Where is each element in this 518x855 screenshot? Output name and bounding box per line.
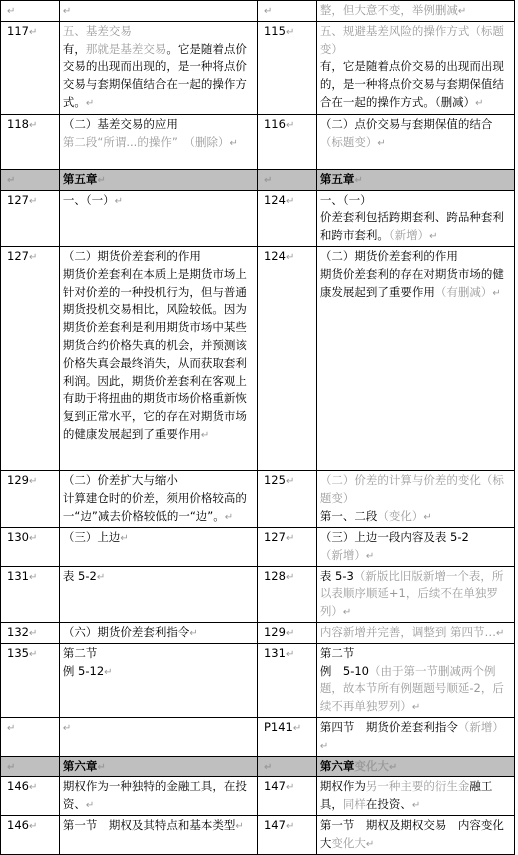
left-content-text: 有， [62,41,86,56]
left-page-number-text: 118 [7,116,29,131]
left-content-cell [59,717,257,756]
right-content-cell [316,717,514,756]
right-page-number-text: 125 [263,472,286,487]
right-page-number [257,470,316,527]
paragraph-mark-icon: ↵ [28,820,38,832]
right-content-text: 价差套利包括跨期套利、跨品种套利和跨市套利。 [319,210,504,243]
right-content-text: 第四节 期货价差套利指令 [319,719,458,734]
right-page-number [257,717,316,756]
right-page-number-text: 147 [263,817,286,832]
paragraph-mark-icon: ↵ [114,195,124,207]
right-content-text: 例 5-10 [319,663,369,678]
left-page-number [1,643,60,717]
paragraph-mark-icon: ↵ [342,607,352,619]
table-row [1,643,515,717]
left-content-cell [59,470,257,527]
left-page-number [1,717,60,756]
right-content-cell [316,169,514,190]
right-page-number [257,815,316,854]
right-content-text: 期货价差套利的存在对期货市场的健康发展起到了重要作用 [319,266,504,299]
left-content-cell [59,643,257,717]
paragraph-mark-icon: ↵ [28,475,38,487]
chapter-header-row [1,169,515,190]
paragraph-mark-icon: ↵ [96,571,106,583]
left-page-number-text: 127 [7,192,29,207]
paragraph-mark-icon: ↵ [292,722,302,734]
right-page-number [257,169,316,190]
left-page-number [1,169,60,190]
left-content-text: 例 5-12 [62,663,105,678]
right-page-number-text: 115 [263,23,286,38]
comparison-table-body [1,1,515,855]
left-page-number [1,622,60,643]
left-content-text: 期权作为一种独特的金融工具，在投资、 [62,779,247,812]
right-content-cell [316,527,514,566]
right-content-text: （二）价差的计算与价差的变化（标题变） [319,472,504,505]
paragraph-mark-icon: ↵ [285,119,295,131]
paragraph-mark-icon: ↵ [28,648,38,660]
paragraph-mark-icon: ↵ [411,800,421,812]
left-content-text: 第五章 [62,171,98,186]
left-content-cell [59,777,257,816]
left-content-text: 五、基差交易 [62,23,132,38]
left-page-number-text: 146 [7,817,29,832]
right-page-number [257,1,316,22]
left-page-number [1,527,60,566]
paragraph-mark-icon: ↵ [285,532,295,544]
paragraph-mark-icon: ↵ [28,119,38,131]
right-content-text: （变化） [377,508,424,523]
right-content-cell [316,756,514,777]
right-page-number-text: 124 [263,192,286,207]
paragraph-mark-icon: ↵ [263,6,273,17]
paragraph-mark-icon: ↵ [120,532,129,544]
left-page-number [1,114,60,169]
left-page-number [1,1,60,22]
right-content-text: 第五章 [319,171,355,186]
right-page-number [257,756,316,777]
right-page-number [257,190,316,246]
left-content-text: 。它是随着点价交易的出现而出现的，是一种将点价交易与套期保值结合在一起的操作方式。 [62,41,247,109]
right-content-text: 一、（一） [319,192,372,207]
right-page-number-text: 131 [263,645,286,660]
right-content-text: 第一、二段 [319,508,378,523]
left-content-text: 第六章 [62,758,98,773]
right-content-text: 有，它是随着点价交易的出现而出现的，是一种将点价交易与套期保值结合在一起的操作方式。（删减） [319,59,504,109]
left-page-number-text: 146 [7,779,29,794]
table-row [1,777,515,816]
paragraph-mark-icon: ↵ [475,97,484,109]
paragraph-mark-icon: ↵ [189,627,198,639]
paragraph-mark-icon: ↵ [28,195,38,207]
right-content-text: （二）点价交易与套期保值的结合 [319,116,493,131]
right-content-text: 第六章 [319,758,355,773]
left-content-text: （三）上边 [62,529,121,544]
paragraph-mark-icon: ↵ [97,761,106,773]
left-content-cell [59,815,257,854]
left-page-number [1,470,60,527]
paragraph-mark-icon: ↵ [388,761,398,773]
left-content-cell [59,21,257,114]
left-content-cell [59,169,257,190]
paragraph-mark-icon: ↵ [28,627,38,639]
table-row [1,190,515,246]
right-content-text: 融工具， [319,779,493,812]
paragraph-mark-icon: ↵ [285,648,295,660]
right-content-cell [316,815,514,854]
left-page-number-text: 135 [7,645,29,660]
right-content-cell [316,470,514,527]
left-content-cell [59,190,257,246]
right-content-text: 表 5-3 [319,568,354,583]
right-page-number-text: 129 [263,624,286,639]
paragraph-mark-icon: ↵ [423,511,432,523]
left-page-number-text: 130 [7,529,29,544]
right-content-text: （新增） [388,228,430,243]
paragraph-mark-icon: ↵ [285,627,295,639]
right-page-number [257,21,316,114]
paragraph-mark-icon: ↵ [7,174,16,186]
right-page-number [257,246,316,470]
right-content-text: 第二节 [319,645,355,660]
right-content-text: （新版比旧版新增一个表，所以表顺序顺延+1，后续不在单独罗列） [319,568,504,619]
left-page-number [1,815,60,854]
right-page-number-text: P141 [263,719,293,734]
right-content-cell [316,21,514,114]
paragraph-mark-icon: ↵ [411,702,421,714]
paragraph-mark-icon: ↵ [285,820,295,832]
right-page-number [257,566,316,622]
right-page-number [257,527,316,566]
right-content-text: （有删减） [434,284,493,299]
right-page-number-text: 128 [263,568,286,583]
paragraph-mark-icon: ↵ [28,26,38,38]
table-row [1,527,515,566]
left-page-number [1,246,60,470]
paragraph-mark-icon: ↵ [7,6,16,17]
paragraph-mark-icon: ↵ [28,782,38,794]
right-content-text: （标题变） [319,134,378,149]
right-page-number-text: 116 [263,116,286,131]
left-content-cell [59,114,257,169]
left-content-text: 第二段“所谓...的操作” （删除） [62,134,230,149]
right-content-text: 在投资、 [365,797,412,812]
right-content-cell [316,622,514,643]
paragraph-mark-icon: ↵ [235,820,244,832]
paragraph-mark-icon: ↵ [28,532,38,544]
right-content-cell [316,1,514,22]
left-page-number-text: 131 [7,568,29,583]
table-row [1,815,515,854]
left-content-text: （六）期货价差套利指令 [62,624,190,639]
right-page-number [257,777,316,816]
left-content-text: 表 5-2 [62,568,97,583]
right-page-number [257,622,316,643]
right-page-number-text: 124 [263,248,286,263]
left-content-text: （二）价差扩大与缩小 [62,472,178,487]
right-page-number-text: 147 [263,779,286,794]
paragraph-mark-icon: ↵ [224,511,234,523]
paragraph-mark-icon: ↵ [229,137,238,149]
left-page-number [1,756,60,777]
right-content-text: （三）上边一段内容及表 5-2 [319,529,469,544]
right-content-text: 第一节 期权及期权交易 内容变化大 [319,817,504,850]
left-content-text: 第二节 [62,645,98,660]
left-content-text: （二）期货价差套利的作用 [62,248,201,263]
paragraph-mark-icon: ↵ [62,722,72,734]
table-row [1,114,515,169]
left-content-cell [59,566,257,622]
paragraph-mark-icon: ↵ [263,761,273,773]
paragraph-mark-icon: ↵ [377,137,386,149]
right-content-text: 变化大 [331,835,366,850]
paragraph-mark-icon: ↵ [62,6,72,17]
paragraph-mark-icon: ↵ [200,429,210,441]
paragraph-mark-icon: ↵ [319,740,329,752]
table-row [1,717,515,756]
paragraph-mark-icon: ↵ [85,97,95,109]
right-content-cell [316,643,514,717]
table-row [1,622,515,643]
paragraph-mark-icon: ↵ [7,761,16,773]
paragraph-mark-icon: ↵ [263,174,273,186]
right-content-text: （新增） [319,547,366,562]
left-content-cell [59,246,257,470]
paragraph-mark-icon: ↵ [354,174,363,186]
left-content-cell [59,622,257,643]
paragraph-mark-icon: ↵ [28,571,38,583]
left-page-number-text: 132 [7,624,29,639]
right-page-number [257,643,316,717]
left-content-text: 第一节 期权及其特点和基本类型 [62,817,236,832]
paragraph-mark-icon: ↵ [285,251,295,263]
right-content-cell [316,114,514,169]
left-page-number-text: 129 [7,472,29,487]
left-content-cell [59,1,257,22]
table-row [1,21,515,114]
paragraph-mark-icon: ↵ [457,6,467,17]
paragraph-mark-icon: ↵ [365,550,375,562]
right-content-text: （新增） [457,719,504,734]
right-page-number [257,114,316,169]
paragraph-mark-icon: ↵ [28,251,38,263]
right-content-text: 同样 [342,797,366,812]
paragraph-mark-icon: ↵ [285,195,295,207]
table-row [1,566,515,622]
right-content-text: 期权作为 [319,779,366,794]
left-page-number [1,566,60,622]
left-content-cell [59,756,257,777]
left-page-number-text: 127 [7,248,29,263]
paragraph-mark-icon: ↵ [285,475,295,487]
right-content-text: （二）期货价差套利的作用 [319,248,458,263]
left-content-text: （二）基差交易的应用 [62,116,178,131]
paragraph-mark-icon: ↵ [365,838,375,850]
right-content-text: 五、规避基差风险的操作方式（标题变） [319,23,504,56]
left-content-text: 期货价差套利在本质上是期货市场上针对价差的一种投机行为，但与普通期货投机交易相比，风险较低。因为期货价差套利是利用期货市场中某些期货合约价格失真的机会，并预测该价格失真会最终消失，从而获取套利利润。因此，期货价差套利在客观上有助于将扭曲的期货市场价格重新恢复到正常水平，它的存在对期货市场的健康发展起到了重要作用 [62,266,247,441]
table-row [1,246,515,470]
chapter-header-row [1,756,515,777]
paragraph-mark-icon: ↵ [285,782,295,794]
left-content-text: 一、（一） [62,192,115,207]
right-content-cell [316,246,514,470]
right-content-cell [316,777,514,816]
paragraph-mark-icon: ↵ [7,722,16,734]
paragraph-mark-icon: ↵ [285,571,295,583]
right-content-text: 内容新增并完善，调整到 第四节… [319,624,497,639]
table-row [1,1,515,22]
paragraph-mark-icon: ↵ [97,174,106,186]
left-content-cell [59,527,257,566]
left-content-text: 计算建仓时的价差，须用价格较高的一“边”减去价格较低的一“边”。 [62,490,247,523]
right-content-text: 整，但大意不变，举例删减 [319,3,458,17]
left-page-number [1,190,60,246]
paragraph-mark-icon: ↵ [429,231,438,243]
right-content-text: （由于第一节删减两个例题，故本节所有例题题号顺延-2，后续不再单独罗列） [319,663,504,714]
paragraph-mark-icon: ↵ [85,800,95,812]
paragraph-mark-icon: ↵ [492,287,501,299]
left-page-number [1,777,60,816]
right-content-cell [316,566,514,622]
paragraph-mark-icon: ↵ [104,666,113,678]
left-page-number [1,21,60,114]
paragraph-mark-icon: ↵ [496,627,505,639]
right-content-text: 变化大 [354,758,389,773]
left-page-number-text: 117 [7,23,29,38]
paragraph-mark-icon: ↵ [285,26,295,38]
table-row [1,470,515,527]
right-page-number-text: 127 [263,529,286,544]
right-content-cell [316,190,514,246]
left-content-text: 那就是基差交易 [85,41,167,56]
right-content-text: 另一种主要的衍生金 [365,779,470,794]
